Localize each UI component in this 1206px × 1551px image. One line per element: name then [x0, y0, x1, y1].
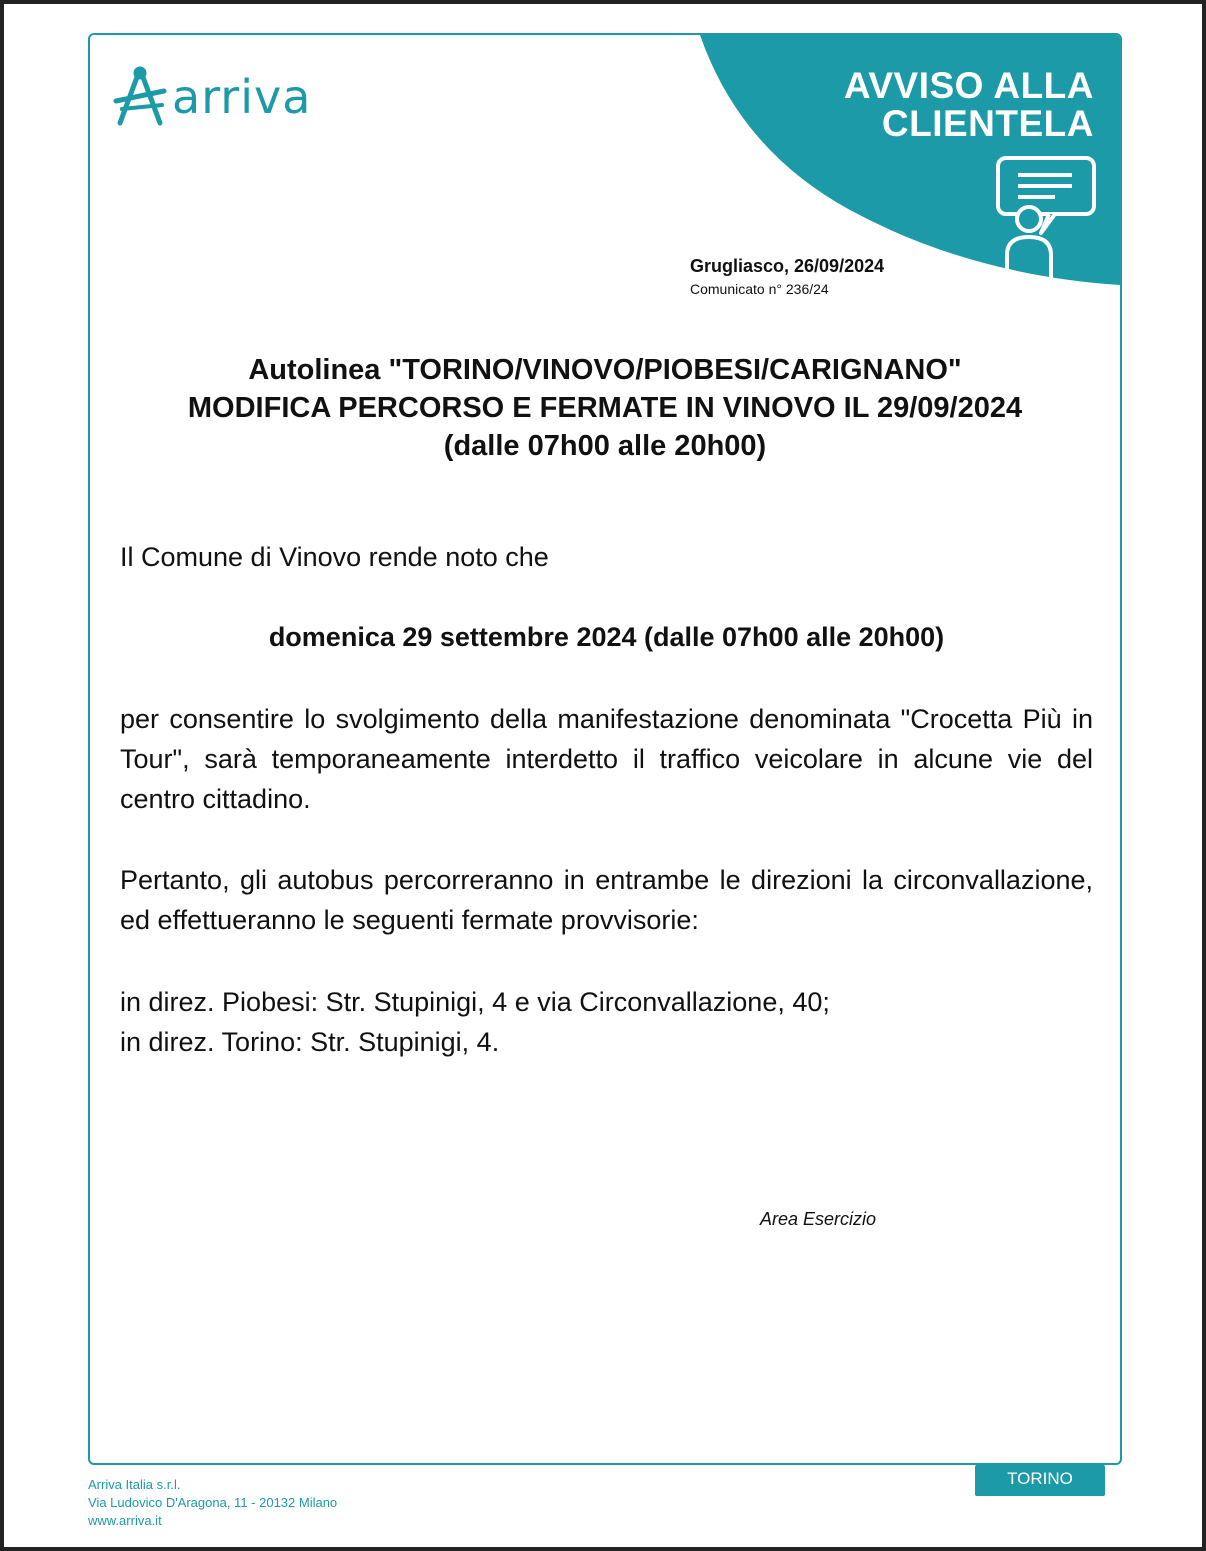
place-and-date: Grugliasco, 26/09/2024	[690, 256, 885, 276]
notice-heading	[90, 351, 1120, 465]
footer-address: Via Ludovico D'Aragona, 11 - 20132 Milano	[88, 1495, 338, 1510]
arriva-logo	[112, 65, 311, 129]
city-badge: TORINO	[975, 1465, 1105, 1496]
route-change-paragraph: Pertanto, gli autobus percorreranno in entrambe le direzioni la circonvallazione, ed effettueranno le seguenti fermate provvisorie:	[120, 865, 1093, 935]
notice-title-line1: AVVISO ALLA	[843, 65, 1094, 106]
notice-title	[734, 67, 1094, 143]
document-page	[88, 33, 1122, 1465]
footer-company-info	[88, 1476, 337, 1530]
person-speech-bubble-icon	[995, 155, 1099, 279]
description-paragraph: per consentire lo svolgimento della manifestazione denominata "Crocetta Più in Tour", sarà temporaneamente interdetto il traffico veicolare in alcune vie del centro cittadino.	[120, 704, 1093, 814]
stop-direction-torino: in direz. Torino: Str. Stupinigi, 4.	[120, 1027, 500, 1057]
notice-title-line2: CLIENTELA	[881, 103, 1094, 144]
comunicato-number: Comunicato n° 236/24	[690, 281, 829, 297]
heading-line-route: Autolinea "TORINO/VINOVO/PIOBESI/CARIGNANO"	[248, 354, 962, 386]
arriva-logo-text: arriva	[172, 70, 312, 124]
signature: Area Esercizio	[760, 1209, 877, 1229]
heading-line-change: MODIFICA PERCORSO E FERMATE IN VINOVO IL 29/09/2024	[187, 392, 1023, 424]
stop-direction-piobesi: in direz. Piobesi: Str. Stupinigi, 4 e via Circonvallazione, 40;	[120, 987, 830, 1017]
temporary-stops	[120, 982, 1093, 1062]
arriva-logo-icon	[112, 65, 168, 129]
event-date: domenica 29 settembre 2024 (dalle 07h00 alle 20h00)	[268, 622, 945, 652]
footer-company-name: Arriva Italia s.r.l.	[88, 1477, 181, 1492]
heading-line-hours: (dalle 07h00 alle 20h00)	[443, 430, 767, 462]
intro-paragraph: Il Comune di Vinovo rende noto che	[120, 542, 549, 572]
footer-website: www.arriva.it	[88, 1513, 162, 1528]
dateline	[690, 256, 884, 297]
